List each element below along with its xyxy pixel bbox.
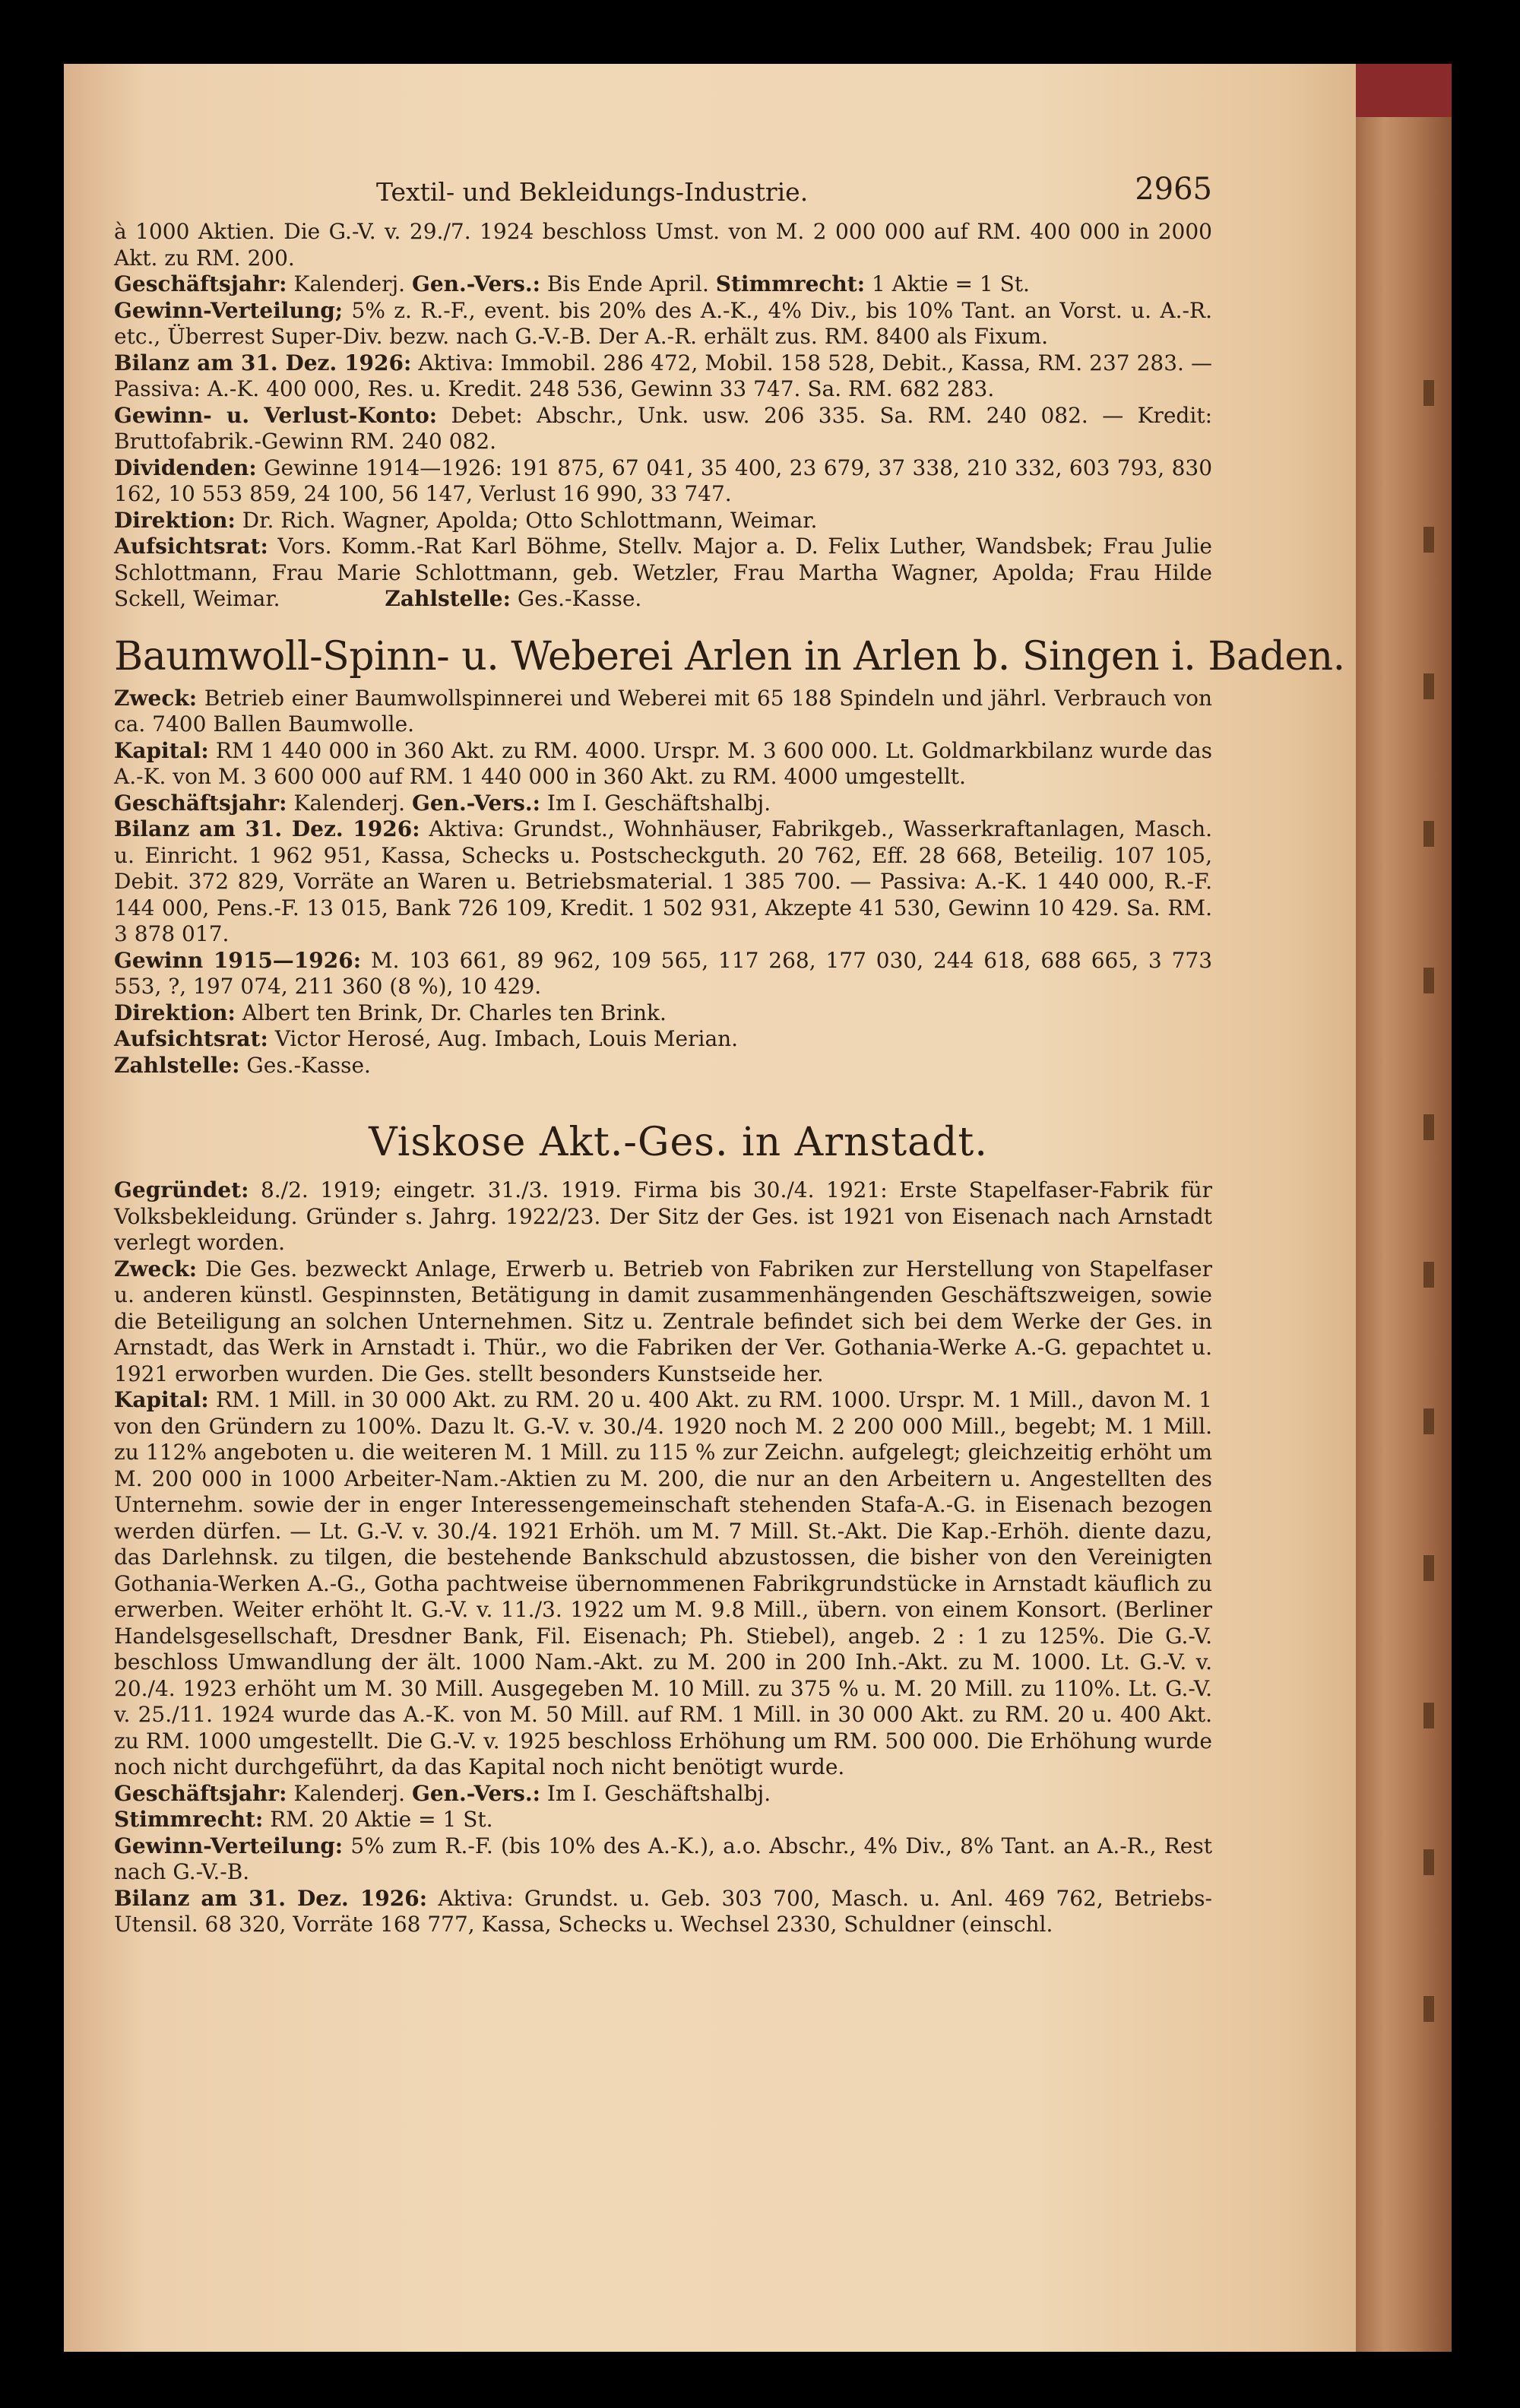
bilanz-line — [114, 350, 1212, 403]
field-label: Stimmrecht: — [114, 1807, 264, 1832]
field-value: RM 1 440 000 in 360 Akt. zu RM. 4000. Urspr. M. 3 600 000. Lt. Goldmarkbilanz wurde das A.-K. von M. 3 600 000 auf RM. 1 440 000 in 360 Akt. zu RM. 4000 umgestellt. — [114, 737, 1212, 789]
section-title: Textil- und Bekleidungs-Industrie. — [376, 177, 809, 207]
index-mark — [1423, 1114, 1434, 1140]
gegruendet-line — [114, 1177, 1212, 1256]
running-header — [114, 172, 1212, 219]
field-label: Bilanz am 31. Dez. 1926: — [114, 816, 420, 841]
index-mark — [1423, 1849, 1434, 1875]
zweck-line — [114, 686, 1212, 738]
field-label: Gen.-Vers.: — [411, 790, 540, 816]
bilanz-line — [114, 1886, 1212, 1938]
field-value: Aktiva: Grundst., Wohnhäuser, Fabrikgeb., Wasserkraftanlagen, Masch. u. Einricht. 1 962 951, Kassa, Schecks u. Postscheckguth. 20 762, Eff. 28 668, Beteilig. 107 105, Debit. 372 829, Vorräte an Waren u. Betriebsmaterial. 1 385 700. — Passiva: A.-K. 1 440 000, R.-F. 144 000, Pens.-F. 13 015, Bank 726 109, Kredit. 1 502 931, Akzepte 41 530, Gewinn 10 429. Sa. RM. 3 878 017. — [114, 816, 1212, 946]
company-heading: Viskose Akt.-Ges. in Arnstadt. — [369, 1120, 988, 1165]
index-mark — [1423, 673, 1434, 699]
direktion-line — [114, 1000, 1212, 1027]
field-label: Direktion: — [114, 507, 236, 533]
field-value: Ges.-Kasse. — [246, 1052, 371, 1078]
direktion-line — [114, 508, 1212, 534]
field-value: RM. 20 Aktie = 1 St. — [270, 1807, 493, 1832]
thumb-index-strip — [1415, 319, 1442, 2083]
field-value: Aktiva: Immobil. 286 472, Mobil. 158 528, Debit., Kassa, RM. 237 283. — Passiva: A.-K. 400 000, Res. u. Kredit. 248 536, Gewinn 33 747. Sa. RM. 682 283. — [114, 350, 1212, 401]
index-mark — [1423, 1408, 1434, 1434]
page-number: 2965 — [1135, 172, 1212, 207]
field-value: Im I. Geschäftshalbj. — [546, 790, 771, 816]
zweck-line — [114, 1256, 1212, 1388]
field-label: Zahlstelle: — [114, 1052, 240, 1078]
index-mark — [1423, 821, 1434, 847]
field-label: Bilanz am 31. Dez. 1926: — [114, 350, 412, 375]
field-label: Bilanz am 31. Dez. 1926: — [114, 1885, 428, 1911]
field-value: Dr. Rich. Wagner, Apolda; Otto Schlottmann, Weimar. — [242, 507, 818, 533]
field-label: Direktion: — [114, 1000, 236, 1025]
field-label: Kapital: — [114, 1387, 209, 1412]
geschaeftsjahr-line — [114, 271, 1212, 298]
index-mark — [1423, 1555, 1434, 1581]
field-value: 5% zum R.-F. (bis 10% des A.-K.), a.o. Abschr., 4% Div., 8% Tant. an A.-R., Rest nach G.-V.-B. — [114, 1833, 1213, 1884]
company-heading: Baumwoll-Spinn- u. Weberei Arlen in Arlen b. Singen i. Baden. — [114, 633, 1345, 680]
field-label: Dividenden: — [114, 455, 257, 480]
field-label: Zahlstelle: — [385, 586, 511, 611]
field-value: Victor Herosé, Aug. Imbach, Louis Merian. — [274, 1026, 739, 1051]
field-label: Gen.-Vers.: — [411, 1780, 540, 1806]
field-value: Aktiva: Grundst. u. Geb. 303 700, Masch. u. Anl. 469 762, Betriebs-Utensil. 68 320, Vorräte 168 777, Kassa, Schecks u. Wechsel 2330, Schuldner (einschl. — [114, 1885, 1213, 1937]
field-value: Im I. Geschäftshalbj. — [546, 1780, 771, 1806]
field-value: Debet: Abschr., Unk. usw. 206 335. Sa. RM. 240 082. — Kredit: Bruttofabrik.-Gewinn RM. 240 082. — [114, 402, 1213, 454]
field-value: RM. 1 Mill. in 30 000 Akt. zu RM. 20 u. 400 Akt. zu RM. 1000. Urspr. M. 1 Mill., davon M. 1 von den Gründern zu 100%. Dazu lt. G.-V. v. 30./4. 1920 noch M. 2 200 000 Mill., begebt; M. 1 Mill. zu 112% angeboten u. die weiteren M. 1 Mill. zu 115 % zur Zeichn. aufgelegt; gleichzeitig erhöht um M. 200 000 in 1000 Arbeiter-Nam.-Aktien zu M. 200, die nur an den Arbeitern u. Angestellten des Unternehm. sowie der in enger Interessengemeinschaft stehenden Stafa-A.-G. in Eisenach bezogen werden dürfen. — Lt. G.-V. v. 30./4. 1921 Erhöh. um M. 7 Mill. St.-Akt. Die Kap.-Erhöh. diente dazu, das Darlehnsk. zu tilgen, die bestehende Bankschuld abzustossen, die bisher von den Vereinigten Gothania-Werken A.-G., Gotha pachtweise übernommenen Fabrikgrundstücke in Arnstadt käuflich zu erwerben. Weiter erhöht lt. G.-V. v. 11./3. 1922 um M. 9.8 Mill., übern. von einem Konsort. (Berliner Handelsgesellschaft, Dresdner Bank, Fil. Eisenach; Ph. Stiebel), angeb. 2 : 1 zu 125%. Die G.-V. beschloss Umwandlung der ält. 1000 Nam.-Akt. zu M. 200 in 200 Inh.-Akt. zu M. 1000. Lt. G.-V. v. 20./4. 1923 erhöht um M. 30 Mill. Ausgegeben M. 10 Mill. zu 375 % u. M. 20 Mill. zu 110%. Lt. G.-V. v. 25./11. 1924 wurde das A.-K. von M. 50 Mill. auf RM. 1 Mill. in 30 000 Akt. zu RM. 20 u. 400 Akt. zu RM. 1000 umgestellt. Die G.-V. v. 1925 beschloss Erhöhung um RM. 500 000. Die Erhöhung wurde noch nicht durchgeführt, da das Kapital noch nicht benötigt wurde. — [114, 1387, 1212, 1779]
field-label: Geschäftsjahr: — [114, 271, 287, 296]
bilanz-line — [114, 816, 1212, 948]
field-label: Aufsichtsrat: — [114, 1026, 268, 1051]
field-value: 1 Aktie = 1 St. — [871, 271, 1030, 296]
entry-text: à 1000 Aktien. Die G.-V. v. 29./7. 1924 beschloss Umst. von M. 2 000 000 auf RM. 400 000 in 2000 Akt. zu RM. 200. — [114, 219, 1212, 271]
field-label: Gewinn-Verteilung; — [114, 297, 344, 323]
gewinn-verteilung-line — [114, 298, 1212, 350]
field-value: Kalenderj. — [293, 790, 406, 816]
index-mark — [1423, 527, 1434, 553]
field-value: Die Ges. bezweckt Anlage, Erwerb u. Betrieb von Fabriken zur Herstellung von Stapelfaser u. anderen künstl. Gespinnsten, Betätigung in damit zusammenhängenden Geschäftszweigen, sowie die Beteiligung an solchen Unternehmen. Sitz u. Zentrale befindet sich bei dem Werke der Ges. in Arnstadt, das Werk in Arnstadt i. Thür., wo die Fabriken der Ver. Gothania-Werke A.-G. gepachtet u. 1921 erworben wurden. Die Ges. stellt besonders Kunstseide her. — [114, 1256, 1212, 1386]
field-value: 8./2. 1919; eingetr. 31./3. 1919. Firma bis 30./4. 1921: Erste Stapelfaser-Fabrik für Volksbekleidung. Gründer s. Jahrg. 1922/23. Der Sitz der Ges. ist 1921 von Eisenach nach Arnstadt verlegt worden. — [114, 1177, 1212, 1255]
kapital-line — [114, 1387, 1212, 1781]
field-value: Betrieb einer Baumwollspinnerei und Weberei mit 65 188 Spindeln und jährl. Verbrauch von ca. 7400 Ballen Baumwolle. — [114, 685, 1212, 737]
field-label: Aufsichtsrat: — [114, 534, 268, 559]
field-label: Gewinn-Verteilung: — [114, 1833, 344, 1858]
gewinn-verteilung-line — [114, 1833, 1212, 1886]
kapital-line — [114, 738, 1212, 791]
index-mark — [1423, 1703, 1434, 1728]
geschaeftsjahr-line — [114, 791, 1212, 817]
aufsichtsrat-line — [114, 1026, 1212, 1053]
field-value: 5% z. R.-F., event. bis 20% des A.-K., 4% Div., bis 10% Tant. an Vorst. u. A.-R. etc., Überrest Super-Div. bezw. nach G.-V.-B. Der A.-R. erhält zus. RM. 8400 als Fixum. — [114, 297, 1212, 349]
guv-line — [114, 403, 1212, 455]
field-value: Ges.-Kasse. — [517, 586, 642, 611]
field-label: Gewinn 1915—1926: — [114, 947, 362, 973]
field-label: Gewinn- u. Verlust-Konto: — [114, 402, 438, 428]
field-value: Albert ten Brink, Dr. Charles ten Brink. — [242, 1000, 667, 1025]
field-value: M. 103 661, 89 962, 109 565, 117 268, 177 030, 244 618, 688 665, 3 773 553, ?, 197 074, 211 360 (8 %), 10 429. — [114, 947, 1213, 999]
field-label: Gegründet: — [114, 1177, 249, 1202]
index-mark — [1423, 968, 1434, 993]
stimmrecht-line — [114, 1807, 1212, 1833]
field-label: Gen.-Vers.: — [411, 271, 540, 296]
entry-viskose-arnstadt — [114, 1118, 1212, 1938]
field-label: Kapital: — [114, 737, 209, 763]
page-content — [114, 172, 1345, 1938]
field-value: Bis Ende April. — [546, 271, 709, 296]
dividenden-line — [114, 455, 1212, 508]
index-mark — [1423, 1996, 1434, 2022]
aufsichtsrat-line — [114, 534, 1212, 613]
entry-continued — [114, 219, 1212, 613]
field-value: Vors. Komm.-Rat Karl Böhme, Stellv. Major a. D. Felix Luther, Wandsbek; Frau Julie Schlottmann, Frau Marie Schlottmann, geb. Wetzler, Frau Martha Wagner, Apolda; Frau Hilde Sckell, Weimar. — [114, 534, 1212, 611]
field-label: Geschäftsjahr: — [114, 1780, 287, 1806]
geschaeftsjahr-line — [114, 1781, 1212, 1808]
entry-baumwoll-arlen — [114, 632, 1345, 1079]
field-label: Geschäftsjahr: — [114, 790, 287, 816]
field-value: Gewinne 1914—1926: 191 875, 67 041, 35 400, 23 679, 37 338, 210 332, 603 793, 830 162, 10 553 859, 24 100, 56 147, Verlust 16 990, 33 747. — [114, 455, 1213, 506]
field-label: Zweck: — [114, 685, 198, 711]
gewinn-line — [114, 948, 1212, 1000]
field-value: Kalenderj. — [293, 1780, 406, 1806]
index-mark — [1423, 1262, 1434, 1288]
zahlstelle-line — [114, 1053, 1212, 1079]
index-mark — [1423, 380, 1434, 406]
field-label: Stimmrecht: — [715, 271, 866, 296]
field-value: Kalenderj. — [293, 271, 406, 296]
field-label: Zweck: — [114, 1256, 198, 1282]
